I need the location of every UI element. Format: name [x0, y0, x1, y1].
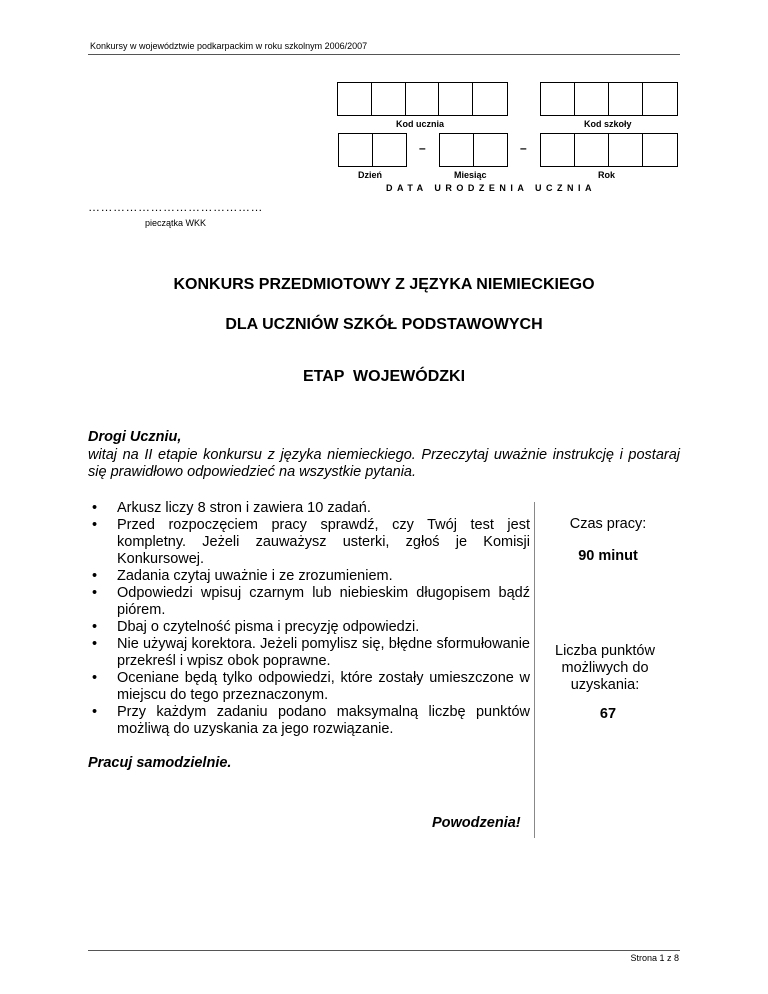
school-code-cell[interactable]	[541, 83, 575, 115]
rule-text: Przed rozpoczęciem pracy sprawdź, czy Twój test jest kompletny. Jeżeli zauważysz usterki, zgłoś je Komisji Konkursowej.	[117, 517, 530, 567]
year-label: Rok	[598, 170, 616, 180]
good-luck-note: Powodzenia!	[432, 815, 521, 831]
max-points-value: 67	[599, 706, 617, 722]
list-item	[88, 636, 530, 670]
list-item	[88, 500, 530, 517]
school-code-label: Kod szkoły	[584, 119, 632, 129]
page-header: Konkursy w województwie podkarpackim w roku szkolnym 2006/2007	[90, 41, 368, 51]
instructions-list	[88, 500, 530, 738]
birth-month-cell[interactable]	[474, 134, 508, 166]
rule-text: Dbaj o czytelność pisma i precyzję odpowiedzi.	[117, 619, 420, 635]
birth-day-cell[interactable]	[339, 134, 373, 166]
birth-day-cell[interactable]	[373, 134, 407, 166]
page-number: Strona 1 z 8	[630, 953, 679, 963]
list-item	[88, 619, 530, 636]
student-code-cell[interactable]	[406, 83, 440, 115]
header-divider	[88, 54, 680, 55]
contest-subtitle: DLA UCZNIÓW SZKÓŁ PODSTAWOWYCH	[225, 316, 543, 333]
date-separator: –	[520, 141, 527, 155]
month-label: Miesiąc	[454, 170, 487, 180]
greeting: Drogi Uczniu,	[88, 429, 182, 445]
student-code-boxes[interactable]	[337, 82, 508, 116]
work-time-label: Czas pracy:	[569, 516, 647, 532]
rule-text: Arkusz liczy 8 stron i zawiera 10 zadań.	[117, 500, 371, 516]
bullet: •	[92, 619, 98, 635]
bullet: •	[92, 636, 98, 652]
rule-text: Nie używaj korektora. Jeżeli pomylisz się, błędne sformułowanie przekreśl i wpisz obok poprawne.	[117, 636, 530, 669]
birth-year-cell[interactable]	[643, 134, 677, 166]
list-item	[88, 704, 530, 738]
bullet: •	[92, 568, 98, 584]
contest-stage: ETAP WOJEWÓDZKI	[302, 368, 466, 385]
bullet: •	[92, 517, 98, 533]
list-item	[88, 517, 530, 568]
max-points-label: Liczba punktów możliwych do uzyskania:	[555, 643, 655, 693]
bullet: •	[92, 704, 98, 720]
work-time-value: 90 minut	[578, 548, 638, 564]
school-code-cell[interactable]	[609, 83, 643, 115]
student-code-cell[interactable]	[473, 83, 507, 115]
school-code-boxes[interactable]	[540, 82, 678, 116]
rule-text: Odpowiedzi wpisuj czarnym lub niebieskim długopisem bądź piórem.	[117, 585, 530, 618]
birth-year-cell[interactable]	[541, 134, 575, 166]
contest-title: KONKURS PRZEDMIOTOWY Z JĘZYKA NIEMIECKIEGO	[173, 276, 595, 293]
rule-text: Zadania czytaj uważnie i ze zrozumieniem.	[117, 568, 393, 584]
student-code-cell[interactable]	[338, 83, 372, 115]
list-item	[88, 670, 530, 704]
school-code-cell[interactable]	[643, 83, 677, 115]
bullet: •	[92, 500, 98, 516]
bullet: •	[92, 585, 98, 601]
student-code-label: Kod ucznia	[396, 119, 445, 129]
student-code-cell[interactable]	[372, 83, 406, 115]
footer-divider	[88, 950, 680, 951]
bullet: •	[92, 670, 98, 686]
date-separator: –	[419, 141, 426, 155]
list-item	[88, 568, 530, 585]
student-code-cell[interactable]	[439, 83, 473, 115]
birth-year-cell[interactable]	[609, 134, 643, 166]
school-code-cell[interactable]	[575, 83, 609, 115]
day-label: Dzień	[358, 170, 383, 180]
birth-year-cell[interactable]	[575, 134, 609, 166]
intro-text: witaj na II etapie konkursu z języka niemieckiego. Przeczytaj uważnie instrukcję i postaraj się prawidłowo odpowiedzieć na wszystkie pytania.	[88, 447, 680, 480]
birth-month-cell[interactable]	[440, 134, 474, 166]
rule-text: Oceniane będą tylko odpowiedzi, które zostały umieszczone w miejscu do tego przeznaczonym.	[117, 670, 530, 703]
birth-date-title: DATA URODZENIA UCZNIA	[386, 183, 596, 193]
stamp-label: pieczątka WKK	[145, 218, 207, 228]
birth-month-boxes[interactable]	[439, 133, 508, 167]
birth-year-boxes[interactable]	[540, 133, 678, 167]
rule-text: Przy każdym zadaniu podano maksymalną liczbę punktów możliwą do uzyskania za jego rozwiązanie.	[117, 704, 530, 737]
work-alone-note: Pracuj samodzielnie.	[88, 755, 232, 771]
column-divider	[534, 502, 535, 838]
stamp-dotted-line: ……………………………………	[88, 200, 263, 214]
list-item	[88, 585, 530, 619]
birth-day-boxes[interactable]	[338, 133, 407, 167]
